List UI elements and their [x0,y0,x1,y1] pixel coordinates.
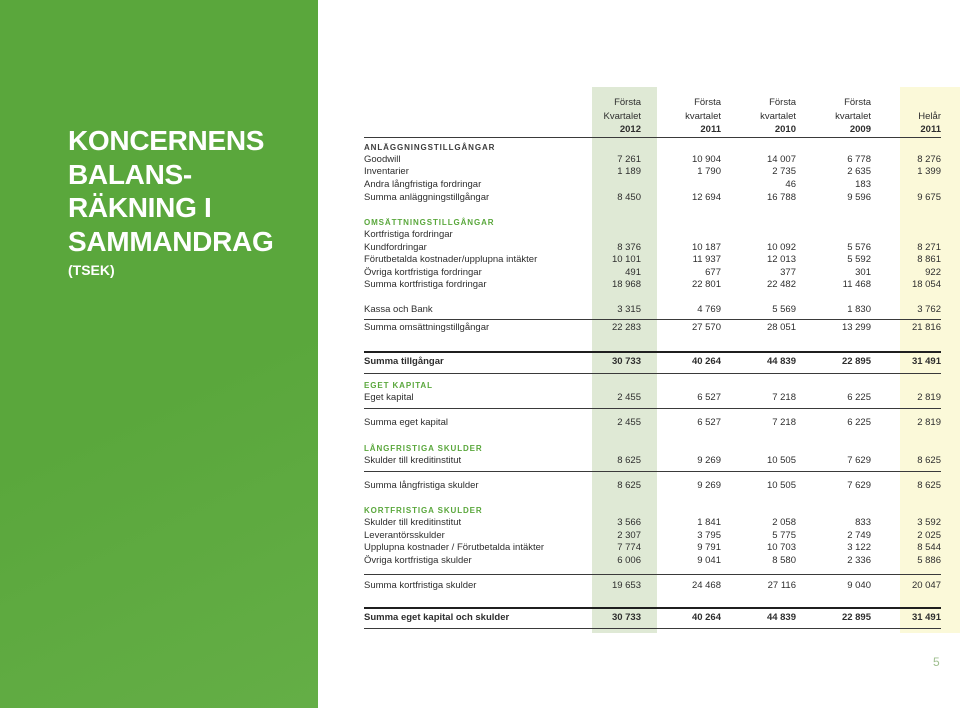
row-value: 21 816 [911,322,941,333]
column-header-line2: kvartalet [685,111,721,122]
row-value: 7 218 [772,417,796,428]
section-heading-label: KORTFRISTIGA SKULDER [364,506,483,515]
row-value: 5 569 [772,304,796,315]
row-value: 22 895 [841,612,871,623]
column-header-year: 2010 [774,124,796,135]
row-value: 1 790 [697,166,721,177]
row-value: 40 264 [691,612,721,623]
equity-heading [0,380,960,392]
row-value: 7 629 [847,480,871,491]
row-value: 2 455 [617,392,641,403]
column-header-row [0,124,960,136]
row-value: 30 733 [611,356,641,367]
row-value: 6 527 [697,392,721,403]
row-value: 31 491 [911,612,941,623]
row-value: 1 189 [617,166,641,177]
sum-current-liabilities [0,580,960,592]
row-value: 10 187 [691,242,721,253]
row-value: 3 762 [917,304,941,315]
row-value: 833 [855,517,871,528]
row-inventarier [0,166,960,178]
row-value: 27 570 [691,322,721,333]
row-label: Övriga kortfristiga fordringar [364,267,482,278]
row-value: 7 774 [617,542,641,553]
row-value: 1 830 [847,304,871,315]
row-value: 2 455 [617,417,641,428]
row-value: 28 051 [766,322,796,333]
row-label: Summa omsättningstillgångar [364,322,490,333]
current-assets-heading [0,217,960,229]
row-value: 3 566 [617,517,641,528]
row-value: 22 482 [766,279,796,290]
row-value: 6 225 [847,392,871,403]
row-value: 5 576 [847,242,871,253]
section-heading-label: OMSÄTTNINGSTILLGÅNGAR [364,218,495,227]
row-value: 13 299 [841,322,871,333]
row-label: Summa eget kapital och skulder [364,612,510,623]
row-value: 3 122 [847,542,871,553]
long-term-liabilities-heading [0,443,960,455]
row-label: Eget kapital [364,392,414,403]
title-line: KONCERNENS [68,125,265,156]
row-value: 16 788 [766,192,796,203]
row-value: 27 116 [767,580,796,591]
row-value: 12 013 [766,254,796,265]
row-value: 6 778 [847,154,871,165]
column-header-year: 2012 [619,124,641,135]
total-equity-and-liabilities [0,612,960,624]
row-value: 2 819 [917,417,941,428]
row-value: 14 007 [766,154,796,165]
row-value: 24 468 [691,580,721,591]
row-value: 1 841 [697,517,721,528]
row-label: Summa långfristiga skulder [364,480,479,491]
title-line: BALANS- [68,158,192,190]
row-value: 8 861 [917,254,941,265]
row-value: 46 [785,179,796,190]
row-goodwill [0,154,960,166]
row-value: 11 468 [842,279,871,290]
column-header-row [0,111,960,123]
row-value: 5 775 [772,530,796,541]
row-value: 1 399 [917,166,941,177]
row-value: 9 675 [917,192,941,203]
row-value: 2 307 [617,530,641,541]
row-value: 30 733 [611,612,641,623]
row-value: 18 968 [611,279,641,290]
row-value: 9 269 [697,480,721,491]
row-value: 5 886 [917,555,941,566]
row-value: 8 625 [617,480,641,491]
row-value: 31 491 [911,356,941,367]
row-label: Summa tillgångar [364,356,444,367]
row-label: Leverantörsskulder [364,530,445,541]
row-value: 7 218 [772,392,796,403]
row-label: Kassa och Bank [364,304,433,315]
row-value: 18 054 [911,279,941,290]
row-value: 2 735 [772,166,796,177]
row-other-current-liabilities [0,555,960,567]
row-label: Upplupna kostnader / Förutbetalda intäkter [364,542,545,553]
column-header-line2: kvartalet [835,111,871,122]
sum-fixed-assets [0,192,960,204]
row-value: 8 625 [917,480,941,491]
row-value: 22 801 [691,279,721,290]
row-value: 44 839 [766,356,796,367]
page-number: 5 [933,655,940,669]
column-header-line1: Första [769,97,796,108]
row-value: 2 336 [847,555,871,566]
row-value: 7 261 [617,154,641,165]
row-value: 44 839 [766,612,796,623]
row-label: Goodwill [364,154,401,165]
row-value: 3 592 [917,517,941,528]
section-heading-label: EGET KAPITAL [364,381,433,390]
row-value: 8 625 [617,455,641,466]
fixed-assets-heading [0,142,960,154]
row-value: 22 283 [611,322,641,333]
section-heading-label: LÅNGFRISTIGA SKULDER [364,444,483,453]
column-header-year: 2011 [920,124,941,135]
sum-current-assets [0,322,960,334]
row-value: 6 225 [847,417,871,428]
column-header-line1: Första [694,97,721,108]
column-header-year: 2011 [700,124,721,135]
sum-receivables [0,279,960,291]
row-value: 11 937 [692,254,721,265]
current-liabilities-heading [0,505,960,517]
row-value: 5 592 [847,254,871,265]
row-prepaid-expenses [0,254,960,266]
column-header-year: 2009 [849,124,871,135]
row-label: Andra långfristiga fordringar [364,179,482,190]
row-value: 10 703 [766,542,796,553]
sum-equity [0,417,960,429]
row-label: Inventarier [364,166,409,177]
receivables-subheading [0,229,960,241]
row-value: 2 635 [847,166,871,177]
column-header-line1: Första [614,97,641,108]
row-value: 301 [855,267,871,278]
row-value: 2 058 [772,517,796,528]
row-value: 183 [855,179,871,190]
row-value: 3 795 [697,530,721,541]
row-value: 8 450 [617,192,641,203]
row-value: 10 904 [691,154,721,165]
row-value: 8 625 [917,455,941,466]
row-value: 22 895 [841,356,871,367]
row-value: 12 694 [691,192,721,203]
row-value: 9 596 [847,192,871,203]
column-header-row [0,97,960,109]
row-value: 9 269 [697,455,721,466]
row-value: 8 276 [917,154,941,165]
row-other-receivables [0,267,960,279]
title-unit: (TSEK) [68,262,115,278]
row-value: 8 271 [917,242,941,253]
row-value: 10 505 [766,480,796,491]
row-value: 6 006 [617,555,641,566]
total-assets [0,356,960,368]
row-label: Kundfordringar [364,242,427,253]
row-value: 8 376 [617,242,641,253]
title-line: RÄKNING I [68,192,212,223]
column-header-line2: Kvartalet [603,111,641,122]
title-line: SAMMANDRAG [68,225,274,257]
row-value: 491 [625,267,641,278]
row-value: 3 315 [617,304,641,315]
row-value: 40 264 [691,356,721,367]
row-accounts-payable [0,530,960,542]
row-value: 9 041 [697,555,721,566]
row-label: Övriga kortfristiga skulder [364,555,472,566]
row-other-long-term-receivables [0,179,960,191]
row-value: 8 544 [917,542,941,553]
row-label: Summa anläggningstillgångar [364,192,490,203]
row-value: 922 [925,267,941,278]
section-heading-label: ANLÄGGNINGSTILLGÅNGAR [364,143,496,152]
row-label: Summa kortfristiga fordringar [364,279,487,290]
row-value: 9 040 [847,580,871,591]
row-value: 6 527 [697,417,721,428]
row-cash-and-bank [0,304,960,316]
row-value: 19 653 [611,580,641,591]
row-label: Summa kortfristiga skulder [364,580,477,591]
row-label: Skulder till kreditinstitut [364,517,462,528]
row-value: 7 629 [847,455,871,466]
row-value: 10 505 [766,455,796,466]
row-label: Skulder till kreditinstitut [364,455,462,466]
row-value: 20 047 [911,580,941,591]
subheading-label: Kortfristiga fordringar [364,229,453,240]
row-equity [0,392,960,404]
row-short-term-credit-institutions [0,517,960,529]
row-accrued-expenses [0,542,960,554]
row-value: 2 819 [917,392,941,403]
row-label: Förutbetalda kostnader/upplupna intäkter [364,254,538,265]
row-value: 10 101 [611,254,641,265]
column-header-line2: kvartalet [760,111,796,122]
row-value: 2 025 [917,530,941,541]
column-header-line2: Helår [918,111,941,122]
row-label: Summa eget kapital [364,417,448,428]
row-value: 9 791 [697,542,721,553]
row-accounts-receivable [0,242,960,254]
sum-long-term-liabilities [0,480,960,492]
column-header-line1: Första [844,97,871,108]
row-value: 10 092 [766,242,796,253]
row-value: 8 580 [772,555,796,566]
row-value: 377 [780,267,796,278]
row-value: 677 [705,267,721,278]
row-value: 2 749 [847,530,871,541]
row-value: 4 769 [697,304,721,315]
row-long-term-credit-institutions [0,455,960,467]
